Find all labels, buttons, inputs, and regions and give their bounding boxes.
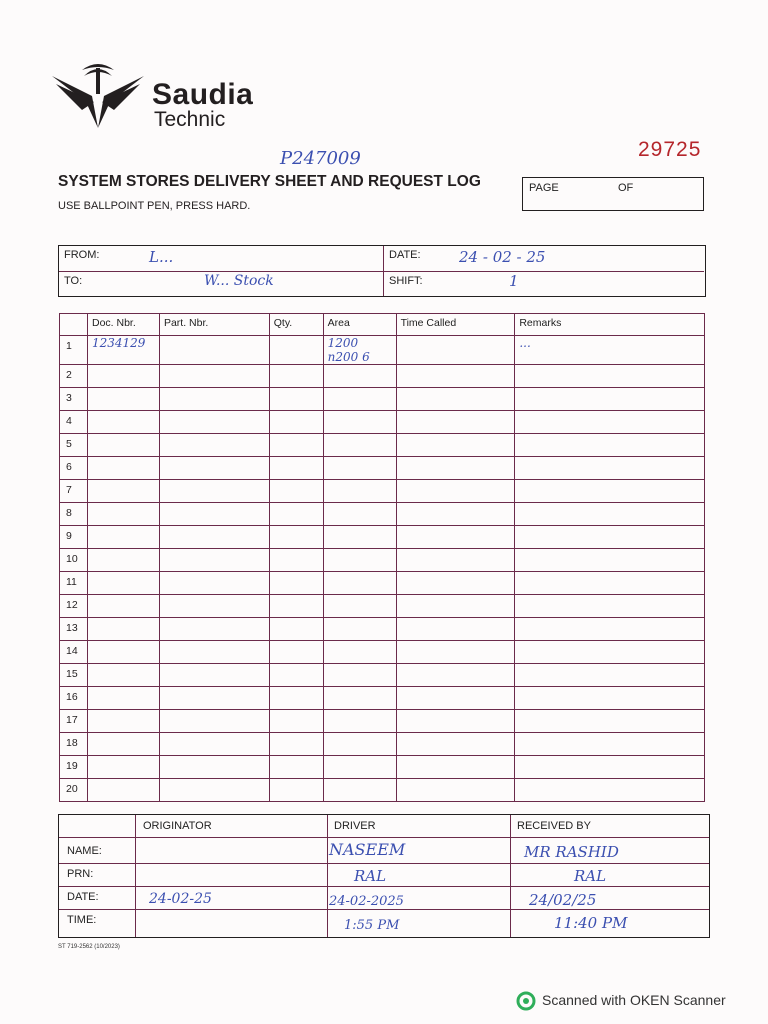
name-label: NAME: xyxy=(67,845,102,857)
table-cell[interactable] xyxy=(269,457,323,480)
table-cell[interactable] xyxy=(396,549,515,572)
table-cell[interactable] xyxy=(159,457,269,480)
table-cell[interactable]: ... xyxy=(515,336,705,365)
table-cell[interactable] xyxy=(87,618,159,641)
table-cell[interactable] xyxy=(323,388,396,411)
table-cell[interactable] xyxy=(396,664,515,687)
table-cell[interactable] xyxy=(269,733,323,756)
scanner-logo-icon xyxy=(516,991,536,1011)
log-table xyxy=(59,313,705,802)
table-cell[interactable] xyxy=(396,595,515,618)
table-cell[interactable] xyxy=(87,388,159,411)
table-cell[interactable] xyxy=(323,687,396,710)
table-cell[interactable] xyxy=(396,411,515,434)
table-cell[interactable] xyxy=(515,365,705,388)
form-subtitle: USE BALLPOINT PEN, PRESS HARD. xyxy=(58,200,251,212)
table-row xyxy=(60,779,705,802)
table-cell[interactable] xyxy=(159,687,269,710)
table-cell[interactable] xyxy=(323,595,396,618)
table-cell[interactable] xyxy=(396,641,515,664)
table-cell[interactable] xyxy=(269,411,323,434)
from-value[interactable]: L... xyxy=(149,248,174,266)
page-label: PAGE xyxy=(529,182,559,194)
table-cell[interactable] xyxy=(396,503,515,526)
table-cell[interactable] xyxy=(87,434,159,457)
from-label: FROM: xyxy=(64,249,100,261)
table-row xyxy=(60,733,705,756)
row-number: 18 xyxy=(60,733,88,756)
driver-time[interactable]: 1:55 PM xyxy=(344,918,400,933)
table-cell[interactable] xyxy=(396,687,515,710)
table-cell[interactable] xyxy=(159,572,269,595)
row-number: 16 xyxy=(60,687,88,710)
table-cell[interactable] xyxy=(87,457,159,480)
table-cell[interactable] xyxy=(159,388,269,411)
table-cell[interactable]: 1234129 xyxy=(87,336,159,365)
received-by-header: RECEIVED BY xyxy=(517,820,591,832)
table-cell[interactable] xyxy=(269,618,323,641)
table-cell[interactable] xyxy=(515,526,705,549)
table-cell[interactable] xyxy=(87,572,159,595)
scanner-watermark: Scanned with OKEN Scanner xyxy=(542,992,726,1008)
log-table-header xyxy=(60,314,705,336)
shift-value[interactable]: 1 xyxy=(509,272,519,290)
originator-date[interactable]: 24-02-25 xyxy=(149,891,212,907)
saudia-logo-icon xyxy=(52,62,144,128)
received-prn[interactable]: RAL xyxy=(574,867,607,885)
table-cell[interactable] xyxy=(159,733,269,756)
to-label: TO: xyxy=(64,275,83,287)
driver-name[interactable]: NASEEM xyxy=(329,840,406,859)
row-number: 9 xyxy=(60,526,88,549)
table-row xyxy=(60,434,705,457)
table-cell[interactable] xyxy=(396,336,515,365)
table-row xyxy=(60,641,705,664)
table-cell[interactable] xyxy=(269,526,323,549)
header-form xyxy=(58,245,706,297)
column-header: Doc. Nbr. xyxy=(87,314,159,336)
shift-label: SHIFT: xyxy=(389,275,423,287)
table-row xyxy=(60,756,705,779)
row-number: 17 xyxy=(60,710,88,733)
prn-label: PRN: xyxy=(67,868,94,880)
table-cell[interactable] xyxy=(269,503,323,526)
table-cell[interactable] xyxy=(159,618,269,641)
row-number: 19 xyxy=(60,756,88,779)
brand-name: Saudia xyxy=(152,78,254,111)
table-cell[interactable] xyxy=(515,572,705,595)
row-number: 4 xyxy=(60,411,88,434)
table-cell[interactable] xyxy=(87,480,159,503)
column-header: Area xyxy=(323,314,396,336)
received-time[interactable]: 11:40 PM xyxy=(554,914,628,932)
table-cell[interactable] xyxy=(269,641,323,664)
row-number: 3 xyxy=(60,388,88,411)
table-cell[interactable] xyxy=(323,480,396,503)
table-cell[interactable] xyxy=(87,710,159,733)
row-number: 13 xyxy=(60,618,88,641)
table-cell[interactable] xyxy=(323,756,396,779)
table-cell[interactable] xyxy=(87,733,159,756)
table-cell[interactable] xyxy=(515,756,705,779)
table-cell[interactable] xyxy=(515,480,705,503)
table-cell[interactable] xyxy=(396,710,515,733)
table-row xyxy=(60,687,705,710)
table-cell[interactable] xyxy=(159,549,269,572)
table-cell[interactable] xyxy=(396,526,515,549)
table-cell[interactable] xyxy=(269,756,323,779)
form-title: SYSTEM STORES DELIVERY SHEET AND REQUEST LOG xyxy=(58,173,481,190)
table-cell[interactable] xyxy=(396,457,515,480)
table-cell[interactable] xyxy=(87,641,159,664)
table-cell[interactable] xyxy=(323,365,396,388)
row-number: 6 xyxy=(60,457,88,480)
table-cell[interactable] xyxy=(87,549,159,572)
row-num-header xyxy=(60,314,88,336)
table-cell[interactable] xyxy=(323,641,396,664)
table-cell[interactable] xyxy=(515,457,705,480)
page-box xyxy=(522,177,704,211)
received-name[interactable]: MR RASHID xyxy=(524,843,619,861)
table-cell[interactable] xyxy=(396,572,515,595)
table-row xyxy=(60,388,705,411)
table-cell[interactable] xyxy=(323,457,396,480)
row-number: 5 xyxy=(60,434,88,457)
table-row xyxy=(60,503,705,526)
table-row xyxy=(60,411,705,434)
table-cell[interactable] xyxy=(87,411,159,434)
table-row xyxy=(60,457,705,480)
table-cell[interactable] xyxy=(323,664,396,687)
table-cell[interactable] xyxy=(269,687,323,710)
table-cell[interactable] xyxy=(269,365,323,388)
table-cell[interactable] xyxy=(515,618,705,641)
table-row xyxy=(60,595,705,618)
table-row xyxy=(60,710,705,733)
table-row xyxy=(60,549,705,572)
table-cell[interactable] xyxy=(269,336,323,365)
row-number: 14 xyxy=(60,641,88,664)
table-cell[interactable] xyxy=(159,756,269,779)
table-row xyxy=(60,480,705,503)
table-cell[interactable] xyxy=(323,618,396,641)
table-row xyxy=(60,664,705,687)
table-cell[interactable] xyxy=(159,641,269,664)
table-cell[interactable] xyxy=(515,549,705,572)
row-number: 11 xyxy=(60,572,88,595)
table-cell[interactable] xyxy=(323,503,396,526)
column-header: Time Called xyxy=(396,314,515,336)
table-cell[interactable] xyxy=(515,434,705,457)
row-number: 10 xyxy=(60,549,88,572)
table-cell[interactable] xyxy=(159,595,269,618)
table-cell[interactable] xyxy=(269,710,323,733)
table-cell[interactable] xyxy=(269,572,323,595)
table-cell[interactable] xyxy=(269,595,323,618)
table-cell[interactable] xyxy=(396,365,515,388)
table-cell[interactable] xyxy=(87,756,159,779)
table-cell[interactable] xyxy=(515,779,705,802)
table-cell[interactable] xyxy=(396,733,515,756)
column-header: Remarks xyxy=(515,314,705,336)
table-cell[interactable] xyxy=(269,549,323,572)
table-cell[interactable] xyxy=(323,779,396,802)
date-row-label: DATE: xyxy=(67,891,99,903)
table-cell[interactable]: 1200 n200 6 xyxy=(323,336,396,365)
table-cell[interactable] xyxy=(396,779,515,802)
table-cell[interactable] xyxy=(159,710,269,733)
date-label: DATE: xyxy=(389,249,421,261)
table-cell[interactable] xyxy=(87,503,159,526)
table-cell[interactable] xyxy=(159,411,269,434)
table-cell[interactable] xyxy=(396,434,515,457)
row-number: 2 xyxy=(60,365,88,388)
table-cell[interactable] xyxy=(515,503,705,526)
table-cell[interactable] xyxy=(515,388,705,411)
table-cell[interactable] xyxy=(269,664,323,687)
table-cell[interactable] xyxy=(87,526,159,549)
row-number: 8 xyxy=(60,503,88,526)
table-cell[interactable] xyxy=(87,779,159,802)
table-cell[interactable] xyxy=(87,595,159,618)
table-cell[interactable] xyxy=(515,411,705,434)
driver-prn[interactable]: RAL xyxy=(354,867,387,885)
row-number: 1 xyxy=(60,336,88,365)
table-cell[interactable] xyxy=(396,480,515,503)
table-cell[interactable] xyxy=(269,480,323,503)
table-cell[interactable] xyxy=(396,618,515,641)
table-row xyxy=(60,365,705,388)
table-cell[interactable] xyxy=(159,526,269,549)
time-label: TIME: xyxy=(67,914,97,926)
handwritten-reference: P247009 xyxy=(280,148,361,169)
to-value[interactable]: W... Stock xyxy=(204,273,274,289)
table-row xyxy=(60,618,705,641)
table-cell[interactable] xyxy=(396,388,515,411)
row-number: 20 xyxy=(60,779,88,802)
table-cell[interactable] xyxy=(323,411,396,434)
table-row xyxy=(60,336,705,365)
table-row xyxy=(60,572,705,595)
table-cell[interactable] xyxy=(323,710,396,733)
form-code: ST 719-2562 (10/2023) xyxy=(58,944,120,950)
table-row xyxy=(60,526,705,549)
row-number: 12 xyxy=(60,595,88,618)
table-cell[interactable] xyxy=(515,687,705,710)
table-cell[interactable] xyxy=(269,388,323,411)
of-label: OF xyxy=(618,182,634,194)
row-number: 7 xyxy=(60,480,88,503)
originator-header: ORIGINATOR xyxy=(143,820,212,832)
table-cell[interactable] xyxy=(159,664,269,687)
table-cell[interactable] xyxy=(323,549,396,572)
signoff-form xyxy=(58,814,710,938)
table-cell[interactable] xyxy=(515,664,705,687)
table-cell[interactable] xyxy=(396,756,515,779)
table-cell[interactable] xyxy=(515,641,705,664)
table-cell[interactable] xyxy=(515,710,705,733)
table-cell[interactable] xyxy=(269,779,323,802)
table-cell[interactable] xyxy=(159,336,269,365)
table-cell[interactable] xyxy=(87,365,159,388)
table-cell[interactable] xyxy=(159,503,269,526)
date-value[interactable]: 24 - 02 - 25 xyxy=(459,248,546,266)
table-cell[interactable] xyxy=(269,434,323,457)
table-cell[interactable] xyxy=(159,779,269,802)
brand-subname: Technic xyxy=(154,108,226,131)
table-cell[interactable] xyxy=(87,664,159,687)
driver-date[interactable]: 24-02-2025 xyxy=(329,894,404,909)
table-cell[interactable] xyxy=(323,572,396,595)
row-number: 15 xyxy=(60,664,88,687)
table-cell[interactable] xyxy=(323,733,396,756)
column-header: Part. Nbr. xyxy=(159,314,269,336)
table-cell[interactable] xyxy=(323,526,396,549)
received-date[interactable]: 24/02/25 xyxy=(529,891,597,909)
driver-header: DRIVER xyxy=(334,820,376,832)
serial-number: 29725 xyxy=(638,138,702,161)
column-header: Qty. xyxy=(269,314,323,336)
table-cell[interactable] xyxy=(515,595,705,618)
table-cell[interactable] xyxy=(515,733,705,756)
table-cell[interactable] xyxy=(323,434,396,457)
table-cell[interactable] xyxy=(159,434,269,457)
table-cell[interactable] xyxy=(159,365,269,388)
table-cell[interactable] xyxy=(159,480,269,503)
table-cell[interactable] xyxy=(87,687,159,710)
